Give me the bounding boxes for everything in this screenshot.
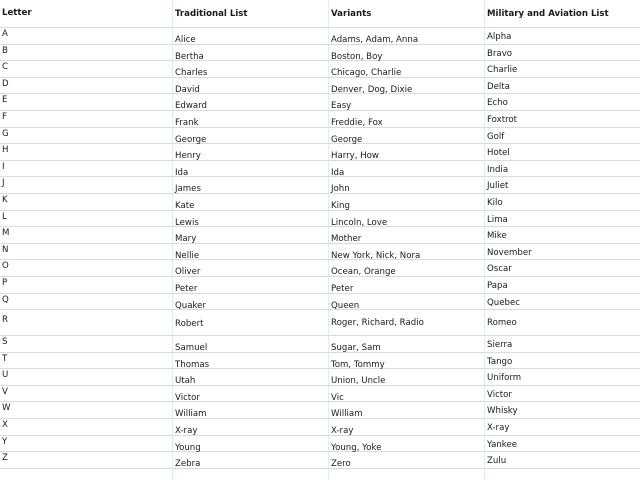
cell-letter: S [2,337,8,348]
cell-traditional: Kate [175,200,195,211]
table-row [0,78,640,95]
cell-military: Hotel [487,148,510,159]
cell-letter: E [2,95,8,106]
cell-letter: Z [2,453,8,464]
table-row [0,260,640,277]
cell-variant: Sugar, Sam [331,343,381,354]
cell-military: Whisky [487,406,518,417]
table-row [0,336,640,353]
table-row [0,161,640,178]
cell-letter: R [2,315,8,326]
cell-letter: M [2,228,10,239]
cell-traditional: X-ray [175,426,198,437]
table-row [0,94,640,111]
cell-traditional: Bertha [175,51,204,62]
cell-military: Yankee [487,439,518,450]
cell-variant: Young, Yoke [331,442,382,453]
table-row [0,177,640,194]
cell-traditional: Quaker [175,300,206,311]
cell-letter: K [2,194,8,205]
cell-variant: Roger, Richard, Radio [331,318,424,329]
cell-variant: Chicago, Charlie [331,68,402,79]
cell-military: Lima [487,214,508,225]
cell-traditional: Charles [175,68,208,79]
cell-traditional: Victor [175,392,200,403]
cell-variant: Adams, Adam, Anna [331,35,419,45]
cell-variant: Peter [331,283,354,294]
cell-variant: Zero [331,459,351,470]
cell-military: Echo [487,98,508,109]
header-letter: Letter [2,8,32,18]
cell-traditional: David [175,84,200,95]
cell-traditional: Mary [175,234,197,245]
cell-traditional: Samuel [175,343,208,354]
cell-traditional: Robert [175,319,204,330]
cell-variant: Mother [331,234,362,245]
table-row [0,452,640,469]
table-row [0,45,640,62]
cell-traditional: Alice [175,35,196,45]
header-traditional-list: Traditional List [175,9,248,19]
cell-letter: X [2,420,8,431]
cell-letter: J [2,178,5,189]
cell-letter: A [2,29,8,39]
cell-variant: Lincoln, Love [331,217,388,228]
cell-letter: D [2,78,9,89]
table-body [0,28,640,469]
cell-military: Golf [487,131,505,142]
table-row [0,402,640,419]
cell-variant: George [331,134,363,145]
cell-military: Oscar [487,264,512,275]
cell-military: Delta [487,81,510,92]
cell-variant: William [331,409,363,420]
table-row [0,353,640,370]
table-row [0,61,640,78]
cell-military: November [487,247,532,258]
cell-letter: W [2,403,11,414]
cell-variant: Tom, Tommy [331,359,385,370]
cell-traditional: Edward [175,101,208,112]
cell-letter: O [2,261,9,272]
cell-military: Sierra [487,340,513,351]
cell-traditional: Lewis [175,217,199,228]
header-variants: Variants [331,9,372,19]
cell-letter: H [2,145,9,156]
cell-variant: Vic [331,392,344,403]
cell-traditional: Thomas [175,359,210,370]
cell-traditional: Oliver [175,267,201,278]
cell-letter: N [2,244,9,255]
cell-military: Quebec [487,297,520,308]
table-row [0,419,640,436]
cell-military: Uniform [487,373,522,384]
cell-letter: L [2,211,7,222]
cell-military: Tango [487,356,513,367]
cell-variant: Harry, How [331,151,379,162]
cell-variant: Union, Uncle [331,376,386,387]
cell-letter: T [2,353,8,364]
table-header-row [0,0,640,28]
cell-traditional: Peter [175,283,198,294]
cell-variant: King [331,200,350,211]
cell-traditional: William [175,409,207,420]
cell-military: Juliet [487,181,509,192]
table-row [0,310,640,336]
cell-letter: Q [2,294,9,305]
cell-military: India [487,164,509,175]
header-military-aviation-list: Military and Aviation List [487,9,609,19]
cell-military: Victor [487,389,512,400]
table-row [0,227,640,244]
table-row [0,144,640,161]
cell-variant: X-ray [331,426,354,437]
table-row [0,211,640,228]
cell-military: Romeo [487,318,517,329]
cell-letter: F [2,111,7,122]
cell-letter: G [2,128,9,139]
cell-variant: Ocean, Orange [331,267,396,278]
cell-variant: Easy [331,101,352,112]
table-row [0,386,640,403]
cell-traditional: Ida [175,167,189,178]
table-row [0,369,640,386]
cell-letter: U [2,370,9,381]
table-row [0,277,640,294]
cell-traditional: Frank [175,117,199,128]
cell-traditional: James [175,184,201,195]
table-row [0,194,640,211]
cell-military: Bravo [487,48,513,59]
cell-variant: Boston, Boy [331,51,383,62]
table-row [0,294,640,311]
cell-traditional: Young [175,442,201,453]
cell-military: Papa [487,280,508,291]
table-row [0,244,640,261]
cell-traditional: Henry [175,151,201,162]
cell-traditional: Zebra [175,459,201,470]
table-row [0,111,640,128]
cell-variant: Queen [331,300,360,311]
cell-traditional: Nellie [175,250,200,261]
cell-military: Alpha [487,32,512,42]
table-row [0,28,640,45]
cell-letter: I [2,161,5,172]
cell-variant: New York, Nick, Nora [331,250,421,261]
table-row [0,128,640,145]
cell-letter: P [2,277,8,288]
cell-traditional: George [175,134,207,145]
cell-military: Charlie [487,65,518,76]
cell-military: X-ray [487,423,510,434]
cell-letter: B [2,45,8,56]
cell-military: Mike [487,231,507,242]
cell-traditional: Utah [175,376,196,387]
cell-variant: Denver, Dog, Dixie [331,84,413,95]
cell-military: Kilo [487,197,503,208]
table-row [0,436,640,453]
cell-variant: Freddie, Fox [331,117,383,128]
cell-letter: V [2,386,8,397]
cell-letter: C [2,62,9,73]
cell-variant: Ida [331,167,345,178]
cell-military: Zulu [487,456,507,467]
cell-letter: Y [2,436,8,447]
cell-military: Foxtrot [487,114,518,125]
cell-variant: John [331,184,350,195]
